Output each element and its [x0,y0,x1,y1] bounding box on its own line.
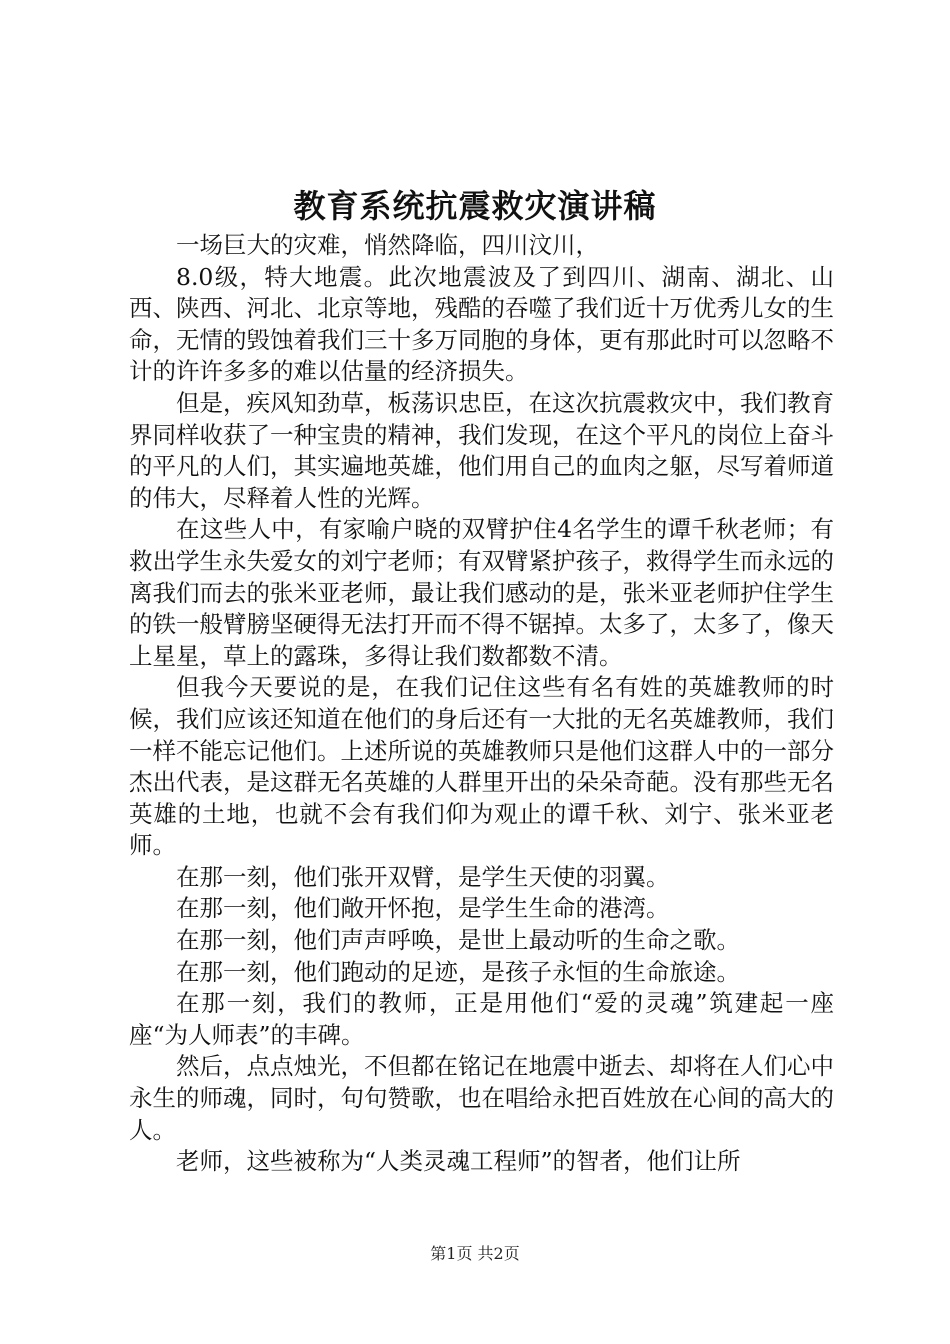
paragraph: 在那一刻，他们敞开怀抱，是学生生命的港湾。 [176,894,670,923]
paragraph: 但我今天要说的是，在我们记住这些有名有姓的英雄教师的时候，我们应该还知道在他们的身后还有一大批的无名英雄教师，我们一样不能忘记他们。上述所说的英雄教师只是他们这群人中的一部分杰出代表，是这群无名英雄的人群里开出的朵朵奇葩。没有那些无名英雄的土地，也就不会有我们仰为观止的谭千秋、刘宁、张米亚老师。 [129,673,834,860]
paragraph: 在那一刻，他们张开双臂，是学生天使的羽翼。 [176,862,670,891]
paragraph: 但是，疾风知劲草，板荡识忠臣，在这次抗震救灾中，我们教育界同样收获了一种宝贵的精神，我们发现，在这个平凡的岗位上奋斗的平凡的人们，其实遍地英雄，他们用自己的血肉之躯，尽写着师道的伟大，尽释着人性的光辉。 [129,388,834,512]
paragraph: 一场巨大的灾难，悄然降临，四川汶川， [176,231,599,259]
paragraph: 在那一刻，他们跑动的足迹，是孩子永恒的生命旅途。 [176,957,740,986]
paragraph: 在这些人中，有家喻户晓的双臂护住4名学生的谭千秋老师；有救出学生永失爱女的刘宁老师；有双臂紧护孩子，救得学生而永远的离我们而去的张米亚老师，最让我们感动的是，张米亚老师护住学生的铁一般臂膀坚硬得无法打开而不得不锯掉。太多了，太多了，像天上星星，草上的露珠，多得让我们数都数不清。 [129,515,834,670]
page-footer: 第1页 共2页 [430,1244,520,1263]
paragraph: 8.0级，特大地震。此次地震波及了到四川、湖南、湖北、山西、陕西、河北、北京等地，残酷的吞噬了我们近十万优秀儿女的生命，无情的毁蚀着我们三十多万同胞的身体，更有那此时可以忽略不计的许许多多的难以估量的经济损失。 [129,262,834,386]
paragraph: 在那一刻，我们的教师，正是用他们“爱的灵魂”筑建起一座座“为人师表”的丰碑。 [129,989,834,1049]
paragraph: 然后，点点烛光，不但都在铭记在地震中逝去、却将在人们心中永生的师魂，同时，句句赞歌，也在唱给永把百姓放在心间的高大的人。 [129,1052,834,1144]
paragraph: 在那一刻，他们声声呼唤，是世上最动听的生命之歌。 [176,926,740,955]
page-title: 教育系统抗震救灾演讲稿 [293,187,657,225]
document-body [129,230,834,1178]
paragraph: 老师，这些被称为“人类灵魂工程师”的智者，他们让所 [176,1147,741,1176]
